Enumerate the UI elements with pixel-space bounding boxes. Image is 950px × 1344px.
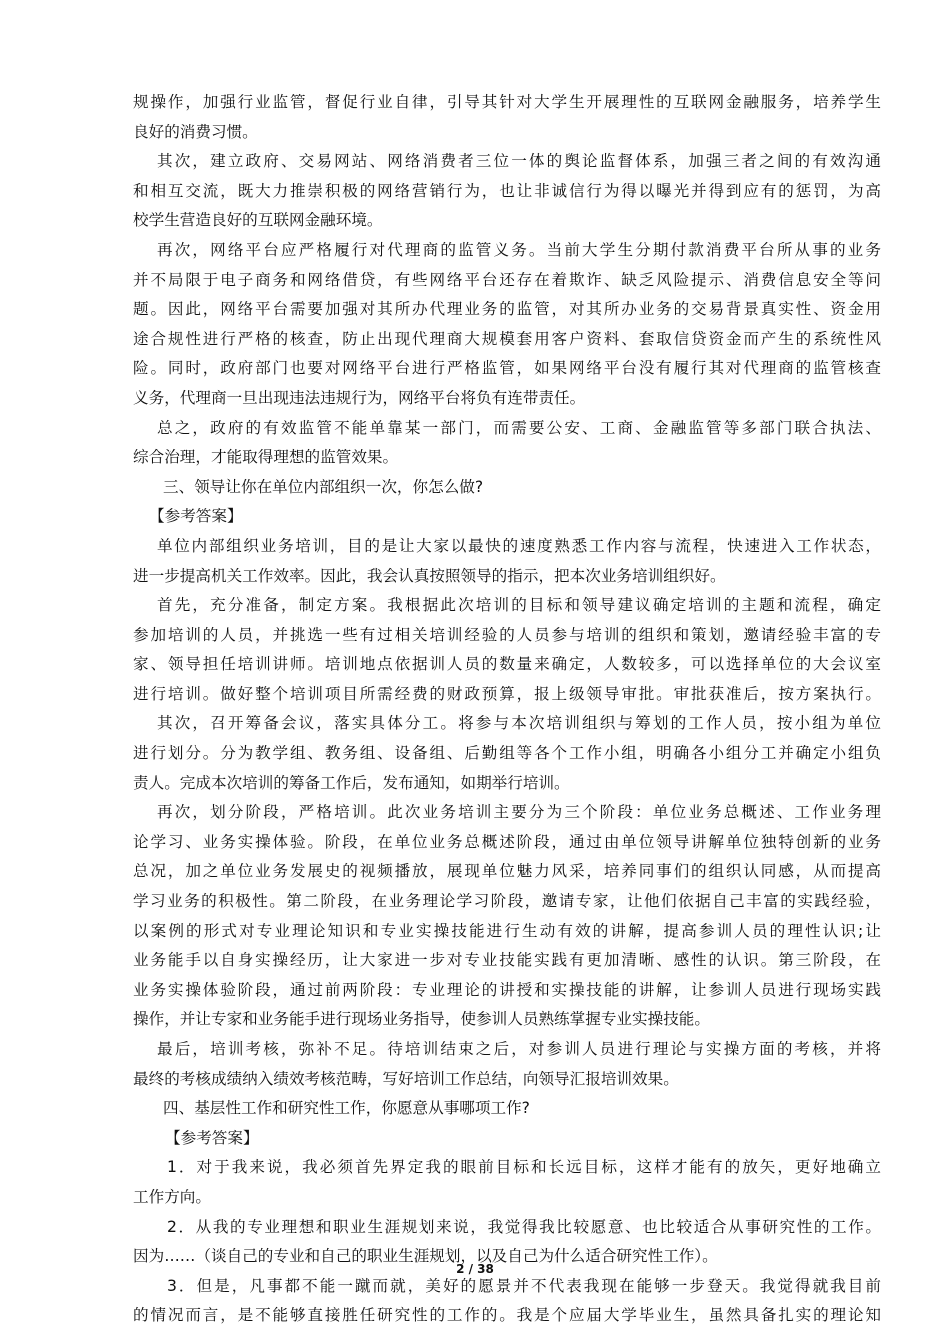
paragraph-line: 险。同时，政府部门也要对网络平台进行严格监管，如果网络平台没有履行其对代理商的监管核查 — [133, 359, 881, 378]
paragraph-line: 进行培训。做好整个培训项目所需经费的财政预算，报上级领导审批。审批获准后，按方案执行。 — [133, 684, 881, 703]
paragraph-line: 进一步提高机关工作效率。因此，我会认真按照领导的指示，把本次业务培训组织好。 — [133, 566, 726, 585]
paragraph-line: 再次，划分阶段，严格培训。此次业务培训主要分为三个阶段：单位业务总概述、工作业务理 — [157, 803, 881, 822]
paragraph-line: 综合治理，才能取得理想的监管效果。 — [133, 448, 399, 467]
paragraph-line: 总况，加之单位业务发展史的视频播放，展现单位魅力风采，培养同事们的组织认同感，从而提高 — [133, 862, 881, 881]
paragraph-line: 和相互交流，既大力推崇积极的网络营销行为，也让非诚信行为得以曝光并得到应有的惩罚，为高 — [133, 181, 881, 200]
paragraph-line: 再次，网络平台应严格履行对代理商的监管义务。当前大学生分期付款消费平台所从事的业务 — [157, 240, 881, 259]
document-body — [133, 88, 881, 1331]
paragraph-line: 因为……（谈自己的专业和自己的职业生涯规划，以及自己为什么适合研究性工作）。 — [133, 1247, 718, 1266]
paragraph-line: 业务实操体验阶段，通过前两阶段：专业理论的讲授和实操技能的讲解，让参训人员进行现场实践 — [133, 980, 881, 999]
paragraph-line: 工作方向。 — [133, 1187, 211, 1206]
paragraph-line: 学习业务的积极性。第二阶段，在业务理论学习阶段，邀请专家，让他们依据自己丰富的实践经验， — [133, 892, 881, 911]
paragraph-line: 论学习、业务实操体验。阶段，在单位业务总概述阶段，通过由单位领导讲解单位独特创新的业务 — [133, 832, 881, 851]
paragraph-line: 家、领导担任培训讲师。培训地点依据训人员的数量来确定，人数较多，可以选择单位的大会议室 — [133, 655, 881, 674]
paragraph-line: 操作，并让专家和业务能手进行现场业务指导，使参训人员熟练掌握专业实操技能。 — [133, 1010, 710, 1029]
paragraph-line: 其次，召开筹备会议，落实具体分工。将参与本次培训组织与筹划的工作人员，按小组为单位 — [157, 714, 881, 733]
paragraph-line: 总之，政府的有效监管不能单靠某一部门，而需要公安、工商、金融监管等多部门联合执法、 — [157, 418, 881, 437]
paragraph-line: 途合规性进行严格的核查，防止出现代理商大规模套用客户资料、套取信贷资金而产生的系统性风 — [133, 329, 881, 348]
section-heading: 四、基层性工作和研究性工作，你愿意从事哪项工作? — [163, 1099, 530, 1118]
numbered-item-line: 2．从我的专业理想和职业生涯规划来说，我觉得我比较愿意、也比较适合从事研究性的工作。 — [167, 1217, 881, 1236]
paragraph-line: 业务能手以自身实操经历，让大家进一步对专业技能实践有更加清晰、感性的认识。第三阶段，在 — [133, 951, 881, 970]
answer-label: 【参考答案】 — [165, 1128, 259, 1147]
paragraph-line: 责人。完成本次培训的筹备工作后，发布通知，如期举行培训。 — [133, 773, 570, 792]
paragraph-line: 并不局限于电子商务和网络借贷，有些网络平台还存在着欺诈、缺乏风险提示、消费信息安全等问 — [133, 270, 881, 289]
numbered-item-line: 1．对于我来说，我必须首先界定我的眼前目标和长远目标，这样才能有的放矢，更好地确立 — [167, 1158, 881, 1177]
paragraph-line: 最后，培训考核，弥补不足。待培训结束之后，对参训人员进行理论与实操方面的考核，并将 — [157, 1040, 881, 1058]
paragraph-line: 规操作，加强行业监管，督促行业自律，引导其针对大学生开展理性的互联网金融服务，培养学生 — [133, 93, 881, 111]
page-number: 2 / 38 — [456, 1262, 494, 1276]
paragraph-line: 校学生营造良好的互联网金融环境。 — [133, 211, 383, 230]
paragraph-line: 义务，代理商一旦出现违法违规行为，网络平台将负有连带责任。 — [133, 388, 586, 407]
paragraph-line: 单位内部组织业务培训，目的是让大家以最快的速度熟悉工作内容与流程，快速进入工作状态， — [157, 536, 881, 555]
paragraph-line: 其次，建立政府、交易网站、网络消费者三位一体的舆论监督体系，加强三者之间的有效沟通 — [157, 152, 881, 171]
answer-label: 【参考答案】 — [149, 507, 243, 526]
numbered-item-line: 3．但是，凡事都不能一蹴而就，美好的愿景并不代表我现在能够一步登天。我觉得就我目前 — [167, 1276, 881, 1295]
section-heading: 三、领导让你在单位内部组织一次，你怎么做? — [163, 477, 484, 496]
paragraph-line: 进行划分。分为教学组、教务组、设备组、后勤组等各个工作小组，明确各小组分工并确定小组负 — [133, 744, 881, 763]
paragraph-line: 良好的消费习惯。 — [133, 122, 258, 141]
paragraph-line: 以案例的形式对专业理论知识和专业实操技能进行生动有效的讲解，提高参训人员的理性认识;让 — [133, 921, 881, 940]
paragraph-line: 题。因此，网络平台需要加强对其所办代理业务的监管，对其所办业务的交易背景真实性、资金用 — [133, 300, 881, 319]
paragraph-line: 参加培训的人员，并挑选一些有过相关培训经验的人员参与培训的组织和策划，邀请经验丰富的专 — [133, 625, 881, 644]
paragraph-line: 首先，充分准备，制定方案。我根据此次培训的目标和领导建议确定培训的主题和流程，确定 — [157, 596, 881, 615]
paragraph-line: 最终的考核成绩纳入绩效考核范畴，写好培训工作总结，向领导汇报培训效果。 — [133, 1069, 679, 1088]
paragraph-line: 的情况而言，是不能够直接胜任研究性的工作的。我是个应届大学毕业生，虽然具备扎实的理论知 — [133, 1306, 881, 1325]
